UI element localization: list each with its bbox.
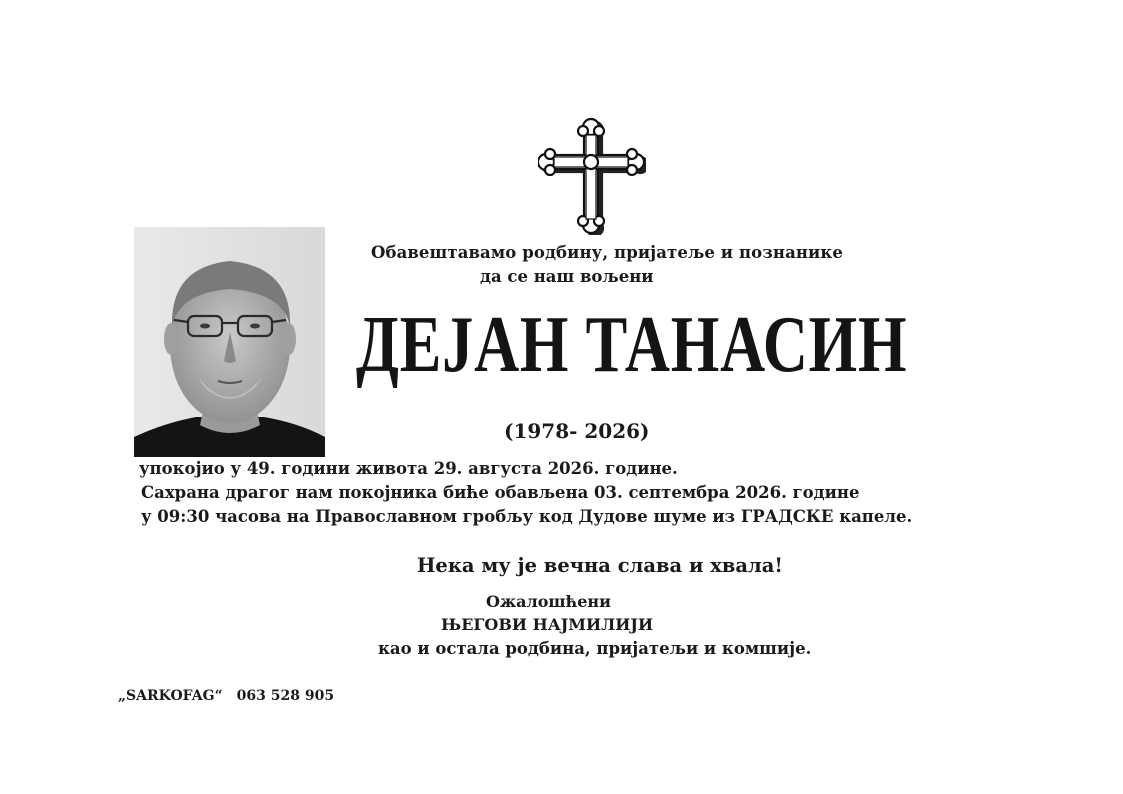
intro-line-2: да се наш вољени [480, 267, 654, 286]
funeral-home-name: „SARKOFAG“ [118, 688, 223, 704]
mourners-family: ЊЕГОВИ НАЈМИЛИЈИ [441, 615, 654, 634]
life-years: (1978- 2026) [504, 419, 650, 443]
memorial-phrase: Нека му је вечна слава и хвала! [417, 554, 783, 577]
portrait-photo [134, 227, 325, 457]
funeral-details: Сахрана драгог нам покојника биће обављена 03. септембра 2026. године [141, 483, 860, 502]
funeral-home-contact [118, 688, 334, 704]
intro-line-1: Обавештавамо родбину, пријатеље и познанике [371, 243, 843, 262]
funeral-location: у 09:30 часова на Православном гробљу код Дудове шуме из ГРАДСКЕ капеле. [141, 507, 913, 526]
funeral-home-phone: 063 528 905 [236, 688, 335, 704]
death-details: упокојио у 49. години живота 29. августа 2026. године. [139, 459, 678, 478]
mourners-others: као и остала родбина, пријатељи и комшије. [378, 639, 812, 658]
mourners-title: Ожалошћени [486, 592, 611, 611]
deceased-name: ДЕЈАН ТАНАСИН [356, 301, 908, 389]
orthodox-cross-icon [538, 117, 646, 235]
